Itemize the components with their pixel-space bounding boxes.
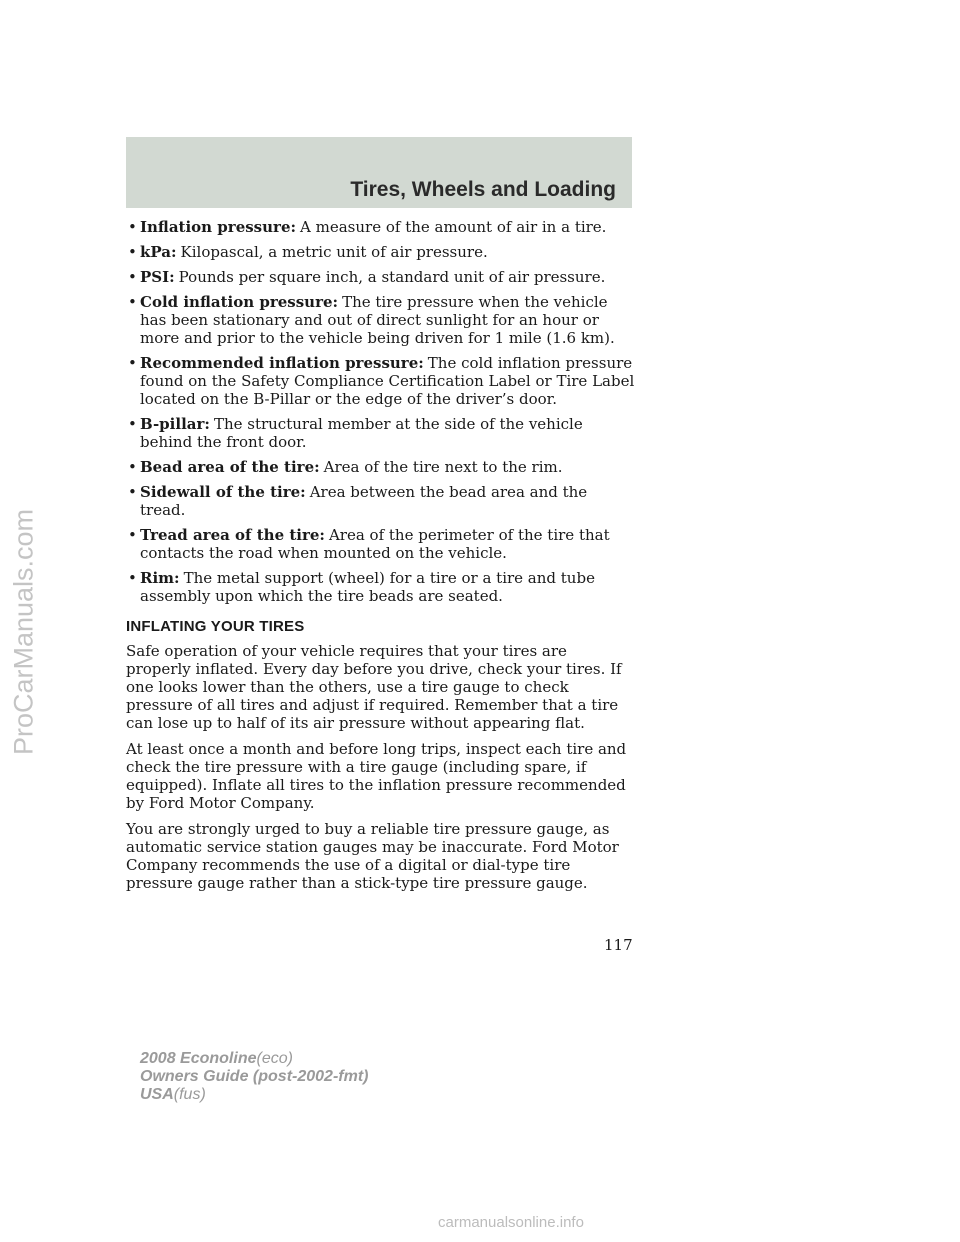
bullet-icon: • bbox=[128, 243, 137, 261]
bullet-icon: • bbox=[128, 569, 137, 587]
bullet-icon: • bbox=[128, 268, 137, 286]
definition-item bbox=[126, 569, 636, 605]
definition-term: Rim: bbox=[140, 569, 180, 587]
definition-text: The structural member at the side of the vehicle behind the front door. bbox=[140, 415, 583, 451]
definition-item bbox=[126, 218, 636, 236]
definition-text: The cold inflation pressure found on the Safety Compliance Certification Label or Tire Label located on the B-Pillar or the edge of the driver’s door. bbox=[140, 354, 635, 408]
definition-term: Inflation pressure: bbox=[140, 218, 297, 236]
definition-term: kPa: bbox=[140, 243, 177, 261]
footer-line-guide bbox=[140, 1068, 368, 1086]
footer-model: 2008 Econoline bbox=[140, 1050, 257, 1067]
footer-region: USA bbox=[140, 1086, 174, 1103]
definition-text: The tire pressure when the vehicle has been stationary and out of direct sunlight for an hour or more and prior to the vehicle being driven for 1 mile (1.6 km). bbox=[140, 293, 615, 347]
document-footer bbox=[140, 1050, 368, 1104]
definition-text: Area of the perimeter of the tire that contacts the road when mounted on the vehicle. bbox=[140, 526, 610, 562]
bullet-icon: • bbox=[128, 293, 137, 311]
body-paragraph: Safe operation of your vehicle requires that your tires are properly inflated. Every day before you drive, check your tires. If one looks lower than the others, use a tire gauge to check pressure of all tires and adjust if required. Remember that a tire can lose up to half of its air pressure without appearing flat. bbox=[126, 642, 622, 732]
page-number: 117 bbox=[604, 936, 633, 954]
bullet-icon: • bbox=[128, 458, 137, 476]
footer-region-code: (fus) bbox=[173, 1086, 206, 1103]
bullet-icon: • bbox=[128, 526, 137, 544]
definition-text: Area between the bead area and the tread. bbox=[140, 483, 588, 519]
bullet-icon: • bbox=[128, 354, 137, 372]
footer-line-model bbox=[140, 1050, 368, 1068]
definition-item bbox=[126, 268, 636, 286]
footer-guide: Owners Guide (post-2002-fmt) bbox=[140, 1068, 369, 1085]
bullet-icon: • bbox=[128, 415, 137, 433]
definition-item bbox=[126, 415, 636, 451]
definition-item bbox=[126, 526, 636, 562]
bottom-watermark: carmanualsonline.info bbox=[438, 1214, 584, 1231]
definition-term: Bead area of the tire: bbox=[140, 458, 320, 476]
definition-text: Kilopascal, a metric unit of air pressure. bbox=[180, 243, 488, 261]
definition-item bbox=[126, 458, 636, 476]
definition-item bbox=[126, 354, 636, 408]
bullet-icon: • bbox=[128, 483, 137, 501]
definition-item bbox=[126, 293, 636, 347]
page-content bbox=[126, 218, 636, 900]
definition-term: Cold inflation pressure: bbox=[140, 293, 339, 311]
section-heading: INFLATING YOUR TIRES bbox=[126, 618, 305, 635]
footer-model-code: (eco) bbox=[256, 1050, 293, 1067]
side-watermark bbox=[2, 508, 42, 756]
definition-item bbox=[126, 483, 636, 519]
body-paragraph: At least once a month and before long trips, inspect each tire and check the tire pressure with a tire gauge (including spare, if equipped). Inflate all tires to the inflation pressure recommended by Ford Motor Company. bbox=[126, 740, 627, 812]
definition-term: Recommended inflation pressure: bbox=[140, 354, 424, 372]
definition-term: PSI: bbox=[140, 268, 175, 286]
definition-text: The metal support (wheel) for a tire or a tire and tube assembly upon which the tire beads are seated. bbox=[140, 569, 595, 605]
definition-term: B-pillar: bbox=[140, 415, 210, 433]
definition-item bbox=[126, 243, 636, 261]
definition-text: A measure of the amount of air in a tire. bbox=[300, 218, 607, 236]
bullet-icon: • bbox=[128, 218, 137, 236]
side-watermark-text: ProCarManuals.com bbox=[8, 508, 39, 756]
body-paragraph: You are strongly urged to buy a reliable tire pressure gauge, as automatic service station gauges may be inaccurate. Ford Motor Company recommends the use of a digital or dial-type tire pressure gauge rather than a stick-type tire pressure gauge. bbox=[126, 820, 619, 892]
definition-term: Sidewall of the tire: bbox=[140, 483, 306, 501]
section-header-band bbox=[126, 137, 632, 208]
definition-term: Tread area of the tire: bbox=[140, 526, 325, 544]
definition-text: Pounds per square inch, a standard unit of air pressure. bbox=[178, 268, 606, 286]
footer-line-region bbox=[140, 1086, 368, 1104]
section-title: Tires, Wheels and Loading bbox=[350, 178, 616, 201]
definition-text: Area of the tire next to the rim. bbox=[323, 458, 563, 476]
